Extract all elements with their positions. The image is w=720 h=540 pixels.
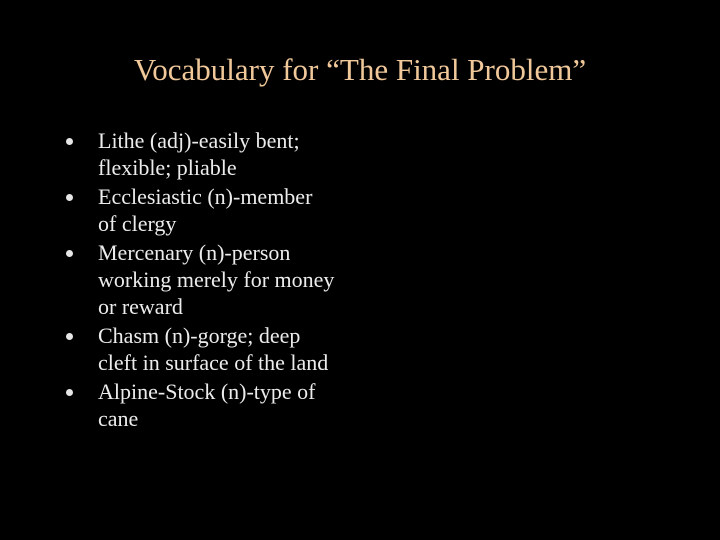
bullet-line: Chasm (n)-gorge; deep	[98, 323, 301, 348]
bullet-icon	[66, 194, 73, 201]
bullet-line: Ecclesiastic (n)-member	[98, 184, 313, 209]
list-item	[62, 183, 382, 237]
bullet-line: Lithe (adj)-easily bent;	[98, 128, 300, 153]
list-item	[62, 378, 382, 432]
bullet-icon	[66, 138, 73, 145]
bullet-line: flexible; pliable	[98, 155, 237, 180]
list-item	[62, 322, 382, 376]
bullet-line: or reward	[98, 294, 183, 319]
slide-title: Vocabulary for “The Final Problem”	[133, 52, 587, 87]
bullet-line: Mercenary (n)-person	[98, 240, 291, 265]
list-item	[62, 239, 382, 320]
bullet-line: working merely for money	[98, 267, 335, 292]
bullet-line: cleft in surface of the land	[98, 350, 329, 375]
bullet-icon	[66, 389, 73, 396]
bullet-line: of clergy	[98, 211, 177, 236]
bullet-line: cane	[98, 406, 139, 431]
list-item	[62, 127, 382, 181]
vocabulary-list	[62, 127, 382, 434]
bullet-icon	[66, 250, 73, 257]
bullet-line: Alpine-Stock (n)-type of	[98, 379, 316, 404]
bullet-icon	[66, 333, 73, 340]
